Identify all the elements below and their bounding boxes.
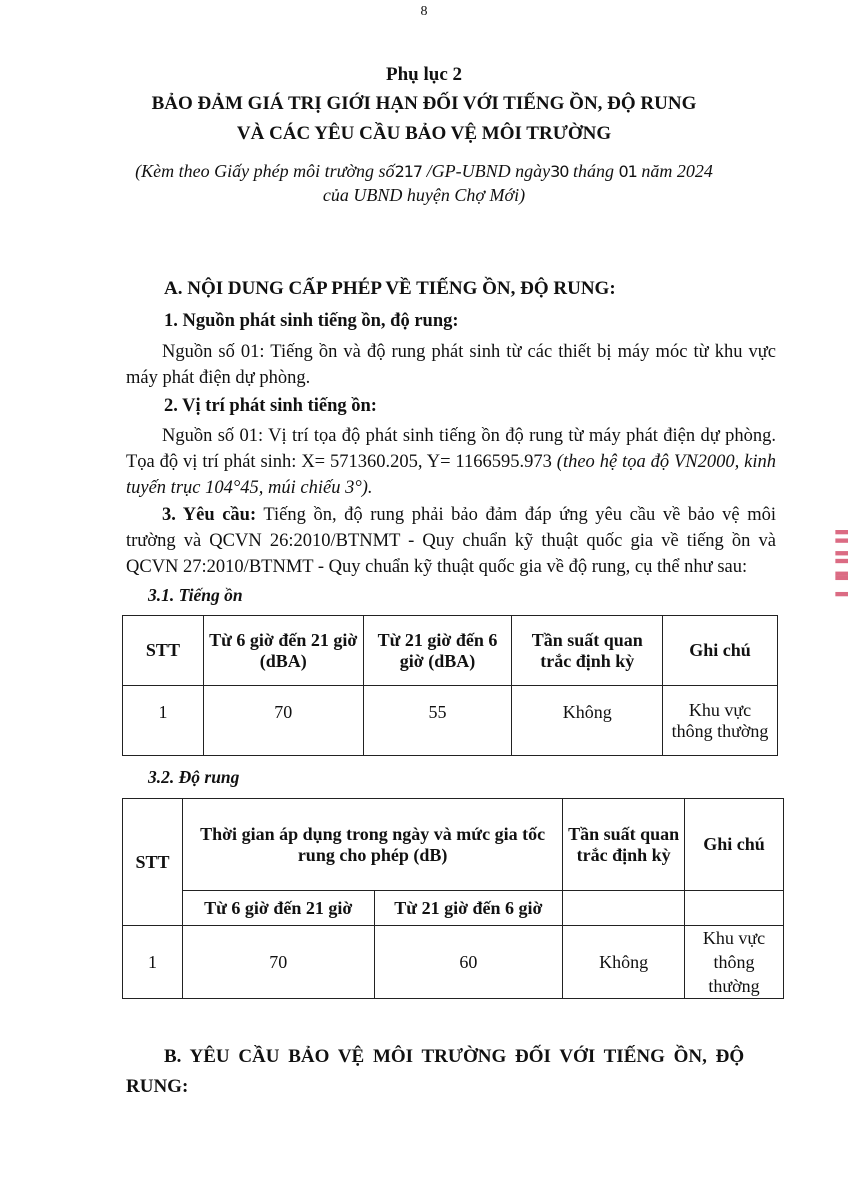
subtitle-suffix: năm 2024 [641,161,713,181]
item-3-label: 3. Yêu cầu: [162,505,257,525]
noise-header-night: Từ 21 giờ đến 6 giờ (dBA) [363,616,512,686]
noise-table-caption: 3.1. Tiếng ồn [148,585,243,605]
noise-header-frequency: Tần suất quan trắc định kỳ [512,616,663,686]
noise-table [122,615,778,756]
item-1-text: Nguồn số 01: Tiếng ồn và độ rung phát sinh từ các thiết bị máy móc từ khu vực máy phát điện dự phòng. [126,342,776,388]
noise-header-day: Từ 6 giờ đến 21 giờ (dBA) [203,616,363,686]
noise-header-stt: STT [123,616,204,686]
vibration-table-subheader-row [123,891,784,926]
vib-subheader-empty-2 [685,891,784,926]
vibration-table-header-row [123,799,784,891]
vib-cell-note: Khu vực thông thường [685,926,784,999]
page-number: 8 [420,4,428,19]
table-row [123,926,784,999]
vibration-table-caption: 3.2. Độ rung [148,767,240,787]
item-3-paragraph [126,502,776,580]
section-b-heading: B. YÊU CẦU BẢO VỆ MÔI TRƯỜNG ĐỐI VỚI TIẾNG ỒN, ĐỘ RUNG: [126,1046,745,1097]
item-1-heading: 1. Nguồn phát sinh tiếng ồn, độ rung: [164,311,459,331]
noise-cell-frequency: Không [512,686,663,756]
vib-header-note: Ghi chú [685,799,784,891]
subtitle-prefix: (Kèm theo Giấy phép môi trường số [135,161,395,181]
vib-subheader-night: Từ 21 giờ đến 6 giờ [374,891,563,926]
item-1-paragraph [126,339,776,391]
permit-day-handwritten: 30 [550,162,569,181]
noise-cell-stt: 1 [123,686,204,756]
table-row [123,686,778,756]
subtitle-line-2: của UBND huyện Chợ Mới) [322,185,526,205]
vib-cell-night: 60 [374,926,563,999]
appendix-title: Phụ lục 2 [385,64,463,85]
noise-cell-day: 70 [203,686,363,756]
item-2-paragraph [126,423,776,501]
noise-header-note: Ghi chú [663,616,778,686]
noise-table-header-row [123,616,778,686]
subtitle-mid-2: tháng [572,161,614,181]
noise-cell-night: 55 [363,686,512,756]
section-b-heading-block [126,1042,786,1102]
subtitle-line-1 [0,161,848,182]
permit-month-handwritten: 01 [618,162,637,181]
item-2-text: Nguồn số 01: Vị trí tọa độ phát sinh tiếng ồn độ rung từ máy phát điện dự phòng. Tọa độ vị trí phát sinh: X= 571360.205, Y= 1166595.973 [126,426,776,472]
item-3-text: Tiếng ồn, độ rung phải bảo đảm đáp ứng yêu cầu về bảo vệ môi trường và QCVN 26:2010/BTNMT - Quy chuẩn kỹ thuật quốc gia về tiếng ồn và QCVN 27:2010/BTNMT - Quy chuẩn kỹ thuật quốc gia về độ rung, cụ thể như sau: [126,505,776,577]
vib-header-stt: STT [123,799,183,926]
noise-cell-note: Khu vực thông thường [663,686,778,756]
vib-cell-stt: 1 [123,926,183,999]
vib-cell-frequency: Không [563,926,685,999]
vib-header-frequency: Tần suất quan trắc định kỳ [563,799,685,891]
title-line-1: BẢO ĐẢM GIÁ TRỊ GIỚI HẠN ĐỐI VỚI TIẾNG ỒN, ĐỘ RUNG [151,93,697,114]
title-line-2: VÀ CÁC YÊU CẦU BẢO VỆ MÔI TRƯỜNG [236,123,612,144]
item-2-heading: 2. Vị trí phát sinh tiếng ồn: [164,396,377,416]
vib-header-group: Thời gian áp dụng trong ngày và mức gia tốc rung cho phép (dB) [182,799,562,891]
vib-subheader-empty-1 [563,891,685,926]
vib-subheader-day: Từ 6 giờ đến 21 giờ [182,891,374,926]
subtitle-mid-1: /GP-UBND ngày [426,161,551,181]
permit-number-handwritten: 217 [394,162,423,181]
vib-cell-day: 70 [182,926,374,999]
item-2-italic-note: (theo hệ tọa độ VN2000, kinh tuyến trục 104°45, múi chiếu 3°). [126,452,777,498]
red-stamp-edge: ▌▌▐ ▌▐▌ ▐ [835,530,848,597]
vibration-table [122,798,784,999]
section-a-heading: A. NỘI DUNG CẤP PHÉP VỀ TIẾNG ỒN, ĐỘ RUNG: [164,278,616,299]
